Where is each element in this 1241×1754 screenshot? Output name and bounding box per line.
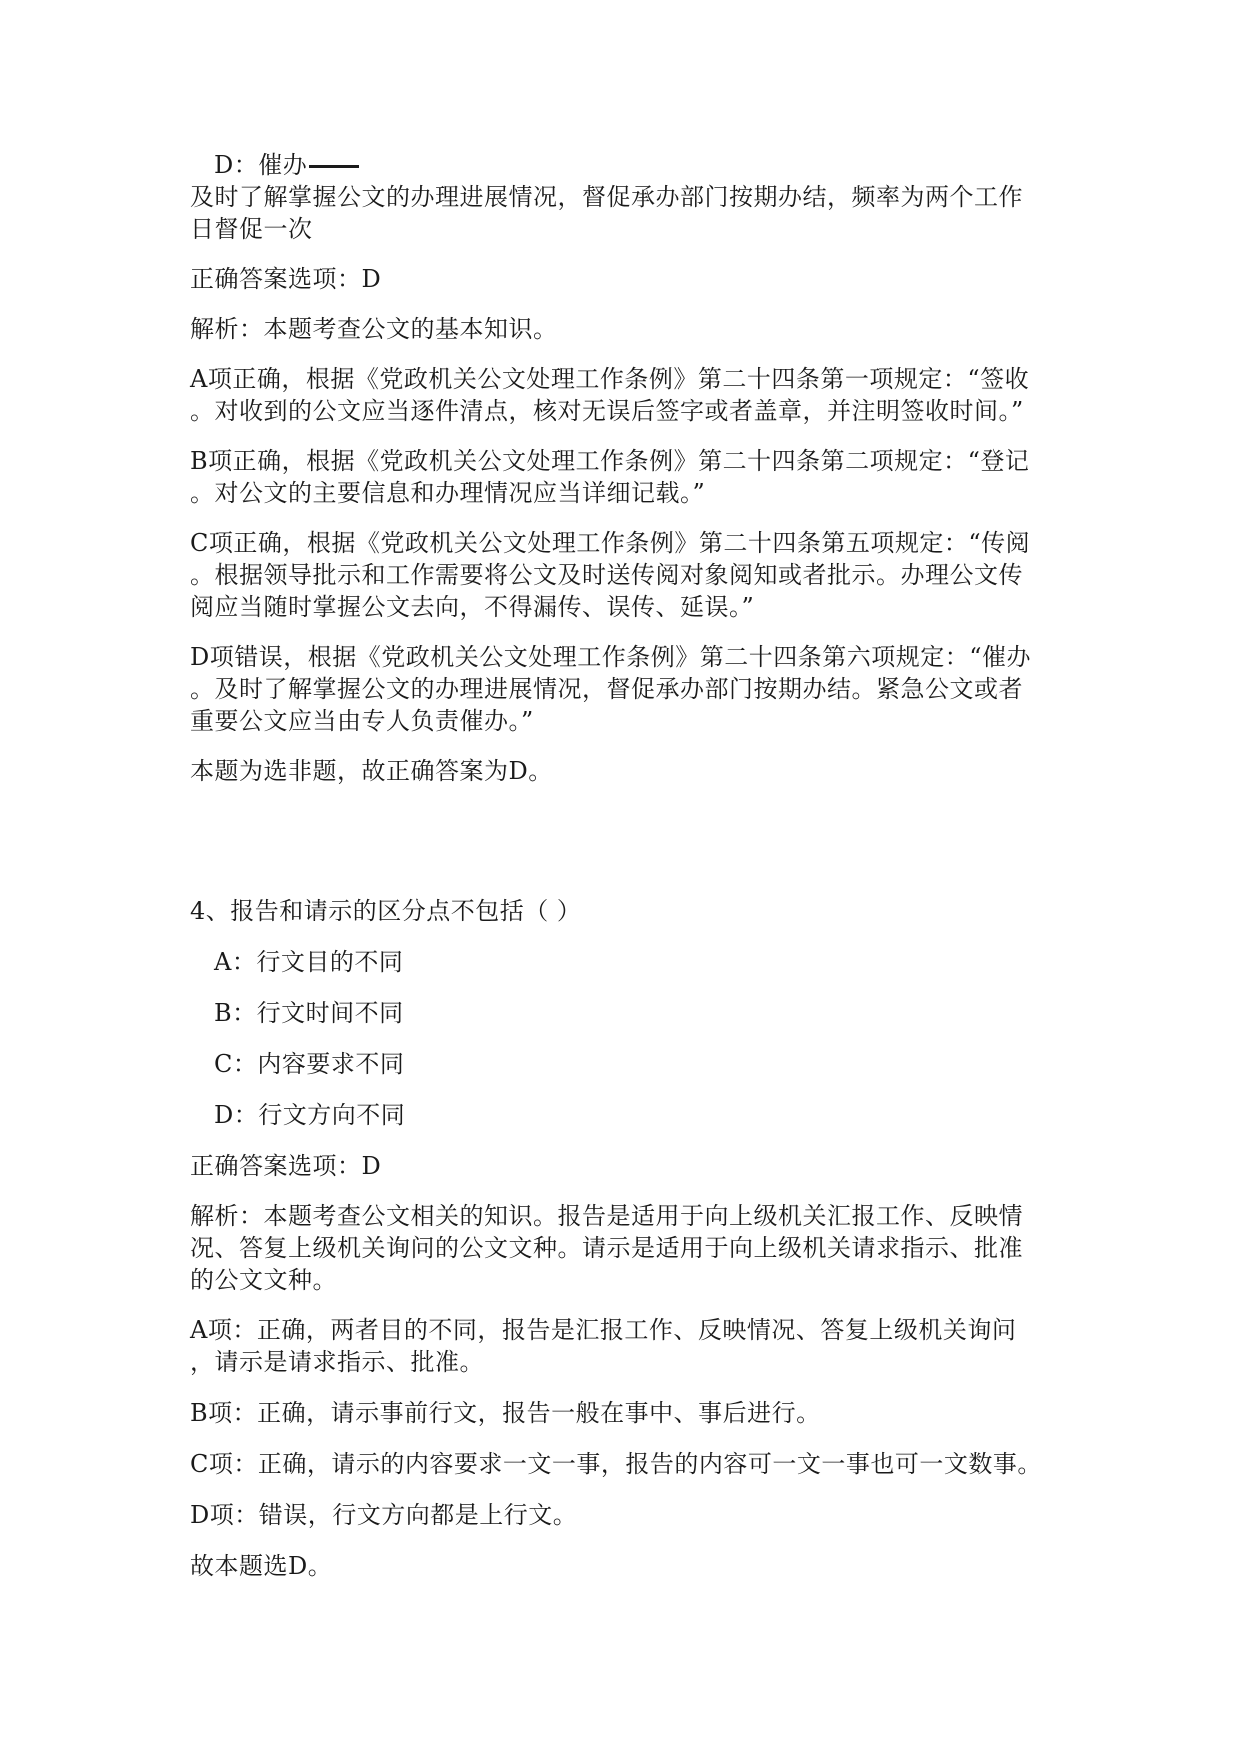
prev-item-d-line: 重要公文应当由专人负责催办。” <box>190 707 534 735</box>
prev-option-d-label: D：催办 <box>214 151 308 179</box>
option-d: D：行文方向不同 <box>214 1101 406 1129</box>
prev-conclusion: 本题为选非题，故正确答案为D。 <box>190 757 553 785</box>
item-c: C项：正确，请示的内容要求一文一事，报告的内容可一文一事也可一文数事。 <box>190 1450 1042 1478</box>
prev-item-a-line: 。对收到的公文应当逐件清点，核对无误后签字或者盖章，并注明签收时间。” <box>190 397 1024 425</box>
question-stem: 4、报告和请示的区分点不包括（ ） <box>190 897 582 925</box>
prev-option-d-text-line: 日督促一次 <box>190 215 313 243</box>
prev-item-c-line: 。根据领导批示和工作需要将公文及时送传阅对象阅知或者批示。办理公文传 <box>190 561 1023 589</box>
answer: 正确答案选项：D <box>190 1152 382 1180</box>
prev-answer: 正确答案选项：D <box>190 265 382 293</box>
prev-item-d-line: 。及时了解掌握公文的办理进展情况，督促承办部门按期办结。紧急公文或者 <box>190 675 1023 703</box>
analysis-line: 解析：本题考查公文相关的知识。报告是适用于向上级机关汇报工作、反映情 <box>190 1202 1023 1230</box>
analysis-line: 况、答复上级机关询问的公文文种。请示是适用于向上级机关请求指示、批准 <box>190 1234 1023 1262</box>
prev-item-a-line: A项正确，根据《党政机关公文处理工作条例》第二十四条第一项规定：“签收 <box>190 365 1030 393</box>
item-a-line: ，请示是请求指示、批准。 <box>190 1348 484 1376</box>
prev-analysis-intro: 解析：本题考查公文的基本知识。 <box>190 315 558 343</box>
prev-option-d <box>214 148 359 182</box>
item-a-line: A项：正确，两者目的不同，报告是汇报工作、反映情况、答复上级机关询问 <box>190 1316 1017 1344</box>
prev-item-c-line: 阅应当随时掌握公文去向，不得漏传、误传、延误。” <box>190 593 755 621</box>
option-a: A：行文目的不同 <box>214 948 404 976</box>
item-b: B项：正确，请示事前行文，报告一般在事中、事后进行。 <box>190 1399 821 1427</box>
prev-item-c-line: C项正确，根据《党政机关公文处理工作条例》第二十四条第五项规定：“传阅 <box>190 529 1031 557</box>
item-d: D项：错误，行文方向都是上行文。 <box>190 1501 578 1529</box>
prev-item-d-line: D项错误，根据《党政机关公文处理工作条例》第二十四条第六项规定：“催办 <box>190 643 1032 671</box>
em-dash <box>309 165 359 168</box>
option-b: B：行文时间不同 <box>214 999 404 1027</box>
conclusion: 故本题选D。 <box>190 1552 333 1580</box>
prev-item-b-line: B项正确，根据《党政机关公文处理工作条例》第二十四条第二项规定：“登记 <box>190 447 1030 475</box>
prev-option-d-text-line: 及时了解掌握公文的办理进展情况，督促承办部门按期办结，频率为两个工作 <box>190 183 1023 211</box>
option-c: C：内容要求不同 <box>214 1050 405 1078</box>
analysis-line: 的公文文种。 <box>190 1266 337 1294</box>
prev-item-b-line: 。对公文的主要信息和办理情况应当详细记载。” <box>190 479 706 507</box>
